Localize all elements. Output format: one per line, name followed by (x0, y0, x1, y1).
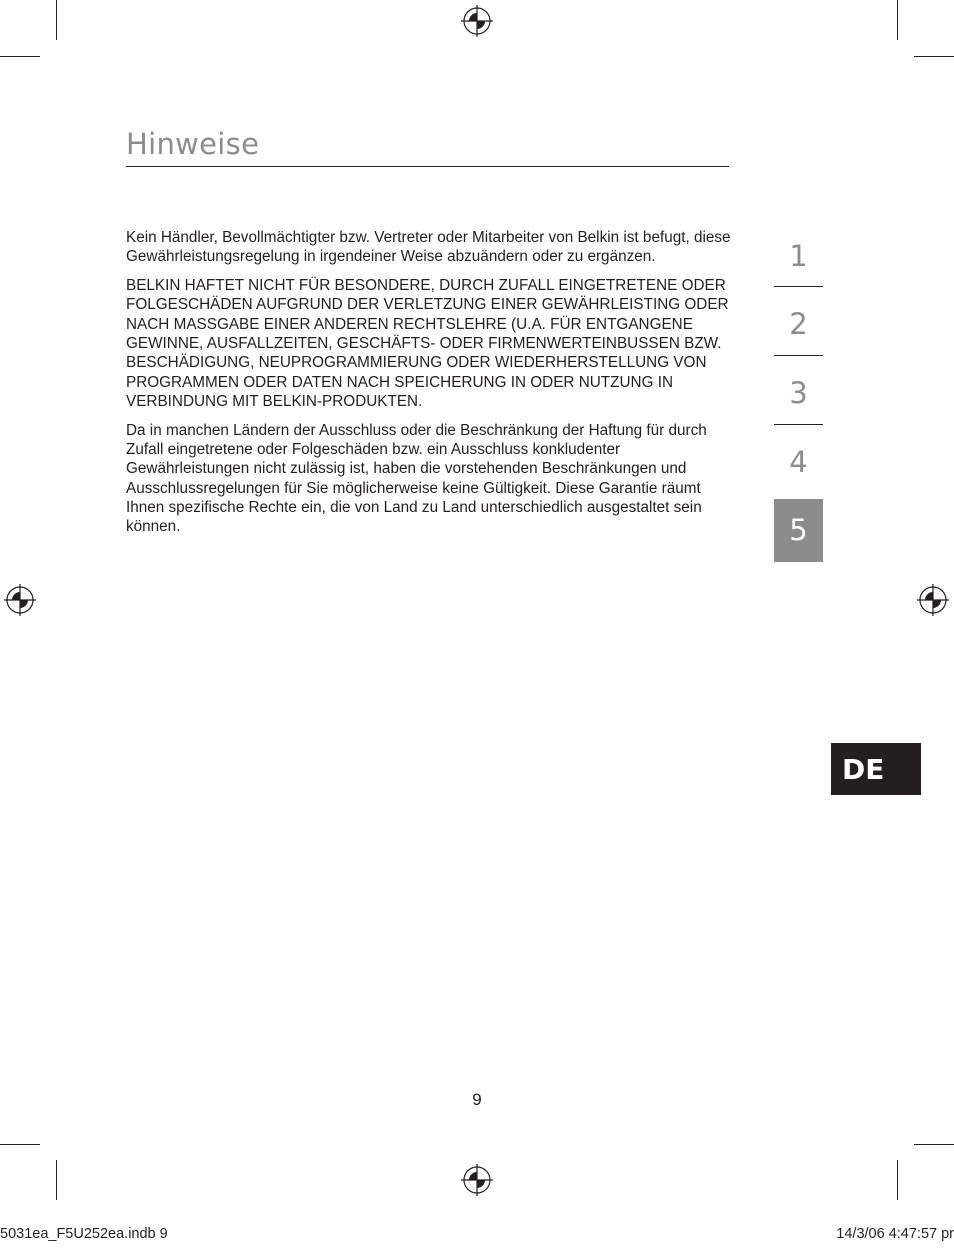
section-nav-divider (774, 286, 823, 287)
paragraph: Da in manchen Ländern der Ausschluss oder die Beschränkung der Haftung für durch Zufall eingetretene oder Folgeschäden bzw. ein Ausschluss konkludenter Gewährleistungen nicht zulässig ist, haben die vorstehenden Beschränkungen und Ausschlussregelungen für Sie möglicherweise keine Gültigkeit. Diese Garantie räumt Ihnen spezifische Rechte ein, die von Land zu Land unterschiedlich ausgestaltet sein können. (126, 421, 707, 536)
section-nav-item-4[interactable]: 4 (789, 445, 808, 479)
registration-mark-icon (461, 5, 493, 37)
crop-mark-top-right-vertical (897, 0, 898, 40)
crop-mark-top-left-vertical (56, 0, 57, 40)
crop-mark-bottom-left-vertical (56, 1160, 57, 1200)
crop-mark-top-right-horizontal (914, 56, 954, 57)
body-text (126, 228, 732, 546)
language-tab: DE (831, 743, 921, 795)
section-nav-item-5-active[interactable]: 5 (774, 499, 823, 562)
section-nav-divider (774, 424, 823, 425)
page-number: 9 (472, 1090, 482, 1109)
registration-mark-icon (461, 1164, 493, 1196)
print-slug-timestamp: 14/3/06 4:47:57 pr (836, 1226, 954, 1242)
registration-mark-icon (917, 584, 949, 616)
paragraph: BELKIN HAFTET NICHT FÜR BESONDERE, DURCH ZUFALL EINGETRETENE ODER FOLGESCHÄDEN AUFGRUND DER VERLETZUNG EINER GEWÄHRLEISTING ODER NACH MASSGABE EINER ANDEREN RECHTSLEHRE (U.A. FÜR ENTGANGENE GEWINNE, AUSFALLZEITEN, GESCHÄFTS- ODER FIRMENWERTEINBUSSEN BZW. BESCHÄDIGUNG, NEUPROGRAMMIERUNG ODER WIEDERHERSTELLUNG VON PROGRAMMEN ODER DATEN NACH SPEICHERUNG IN ODER NUTZUNG IN VERBINDUNG MIT BELKIN-PRODUKTEN. (126, 277, 729, 410)
section-nav-item-3[interactable]: 3 (789, 376, 808, 410)
registration-mark-icon (4, 584, 36, 616)
crop-mark-bottom-right-horizontal (914, 1144, 954, 1145)
section-nav-item-1[interactable]: 1 (789, 239, 808, 273)
paragraph: Kein Händler, Bevollmächtigter bzw. Vertreter oder Mitarbeiter von Belkin ist befugt, diese Gewährleistungsregelung in irgendeiner Weise abzuändern oder zu ergänzen. (126, 229, 731, 266)
title-divider (126, 166, 729, 167)
crop-mark-top-left-horizontal (0, 56, 40, 57)
section-nav-item-2[interactable]: 2 (789, 307, 808, 341)
section-nav-divider (774, 355, 823, 356)
crop-mark-bottom-left-horizontal (0, 1144, 40, 1145)
page-title: Hinweise (126, 127, 260, 161)
print-slug-file: 5031ea_F5U252ea.indb 9 (0, 1226, 168, 1242)
crop-mark-bottom-right-vertical (897, 1160, 898, 1200)
